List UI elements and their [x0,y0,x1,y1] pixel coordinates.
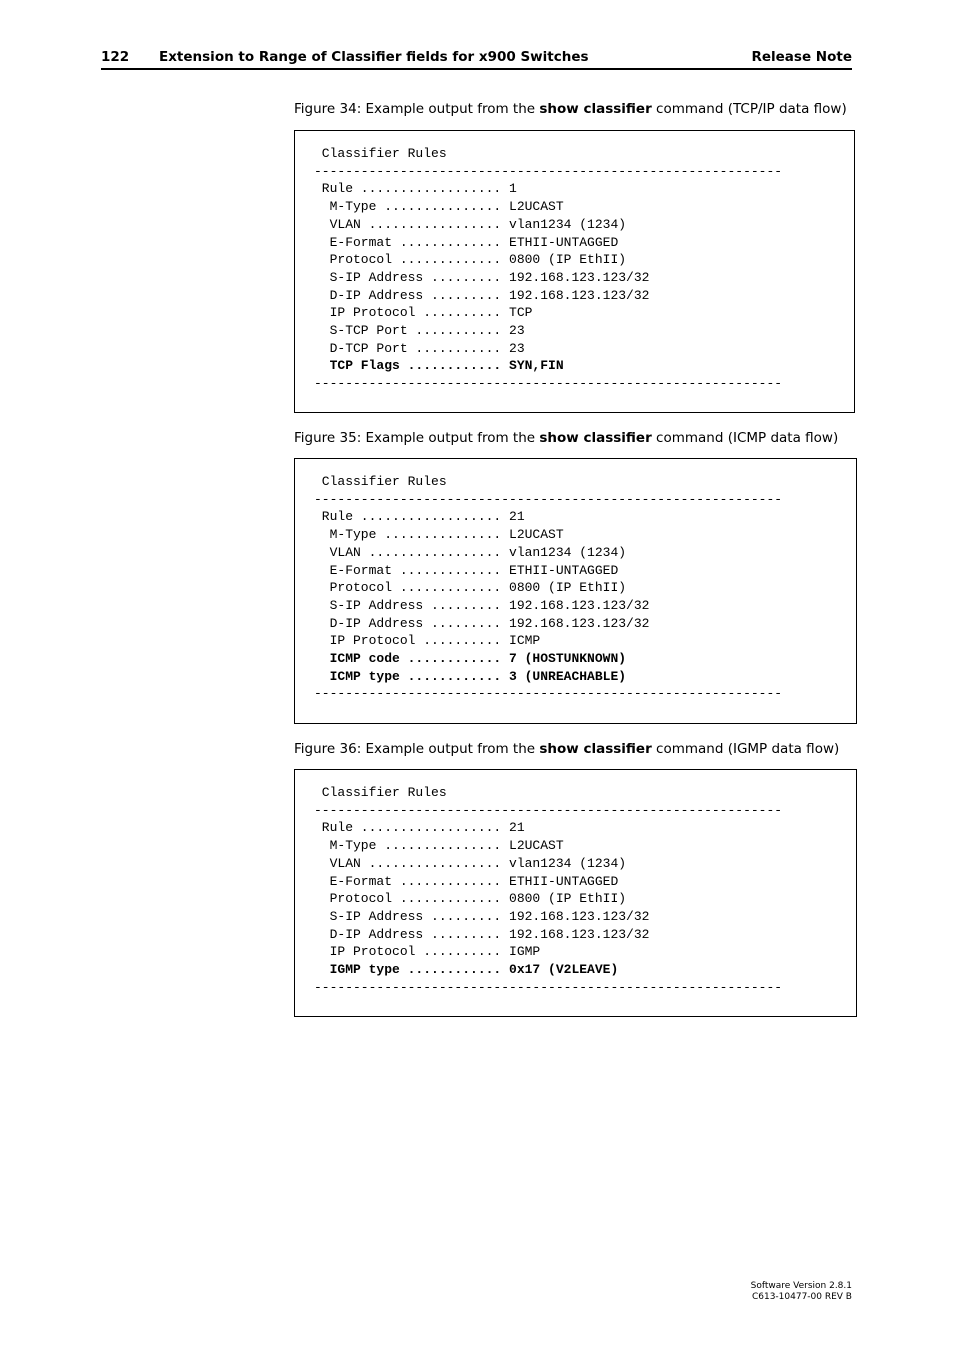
output-line: IP Protocol .......... IGMP [314,944,541,960]
caption-suffix: command (ICMP data flow) [651,430,839,446]
code-output [314,784,782,996]
figure-35-caption [294,430,838,446]
output-line: Classifier Rules [314,785,447,800]
output-line: Rule .................. 1 [314,181,517,197]
output-line: IGMP type ............ 0x17 (V2LEAVE) [314,962,619,978]
caption-prefix: Figure 35: Example output from the [294,430,540,446]
output-line: S-TCP Port ........... 23 [314,323,525,339]
page-footer [751,1281,852,1303]
figure-36-caption [294,741,839,757]
output-line: D-TCP Port ........... 23 [314,340,525,356]
output-line: Classifier Rules [314,474,447,489]
separator-line: ------------------------------------------------------------ [314,376,783,392]
section-title: Extension to Range of Classifier fields for x900 Switches [159,49,589,65]
output-line: S-IP Address ......... 192.168.123.123/32 [314,269,650,285]
separator-line: ------------------------------------------------------------ [314,163,783,179]
output-line: VLAN ................. vlan1234 (1234) [314,216,627,232]
caption-prefix: Figure 34: Example output from the [294,101,540,117]
output-line: D-IP Address ......... 192.168.123.123/32 [314,615,650,631]
caption-suffix: command (IGMP data flow) [651,741,840,757]
code-output [314,145,782,393]
output-line: IP Protocol .......... TCP [314,305,533,321]
output-line: Rule .................. 21 [314,509,525,525]
figure-35-code-box [294,458,857,724]
output-line: S-IP Address ......... 192.168.123.123/32 [314,908,650,924]
page-header [101,47,852,70]
output-line: Rule .................. 21 [314,820,525,836]
output-line: Protocol ............. 0800 (IP EthII) [314,252,627,268]
output-line: M-Type ............... L2UCAST [314,838,564,854]
output-line: Protocol ............. 0800 (IP EthII) [314,891,627,907]
output-line: IP Protocol .......... ICMP [314,633,541,649]
output-line: E-Format ............. ETHII-UNTAGGED [314,562,619,578]
separator-line: ------------------------------------------------------------ [314,491,783,507]
output-line: Protocol ............. 0800 (IP EthII) [314,580,627,596]
separator-line: ------------------------------------------------------------ [314,802,783,818]
output-line: ICMP type ............ 3 (UNREACHABLE) [314,668,627,684]
caption-prefix: Figure 36: Example output from the [294,741,540,757]
output-line: M-Type ............... L2UCAST [314,527,564,543]
output-line: VLAN ................. vlan1234 (1234) [314,855,627,871]
document-id: C613-10477-00 REV B [751,1292,852,1302]
figure-36-code-box [294,769,857,1017]
caption-suffix: command (TCP/IP data flow) [651,101,847,117]
caption-command: show classifier [539,741,652,757]
output-line: S-IP Address ......... 192.168.123.123/32 [314,597,650,613]
output-line: VLAN ................. vlan1234 (1234) [314,544,627,560]
output-line: E-Format ............. ETHII-UNTAGGED [314,873,619,889]
software-version: Software Version 2.8.1 [750,1281,852,1291]
release-note-label: Release Note [751,49,852,65]
output-line: E-Format ............. ETHII-UNTAGGED [314,234,619,250]
caption-command: show classifier [539,430,652,446]
output-line: TCP Flags ............ SYN,FIN [314,358,564,374]
code-output [314,473,782,703]
output-line: D-IP Address ......... 192.168.123.123/32 [314,287,650,303]
separator-line: ------------------------------------------------------------ [314,979,783,995]
output-line: D-IP Address ......... 192.168.123.123/32 [314,926,650,942]
separator-line: ------------------------------------------------------------ [314,686,783,702]
figure-34-code-box [294,130,855,413]
output-line: Classifier Rules [314,146,447,161]
figure-34-caption [294,101,847,117]
page-number: 122 [101,49,130,65]
output-line: ICMP code ............ 7 (HOSTUNKNOWN) [314,651,627,667]
caption-command: show classifier [539,101,652,117]
output-line: M-Type ............... L2UCAST [314,199,564,215]
